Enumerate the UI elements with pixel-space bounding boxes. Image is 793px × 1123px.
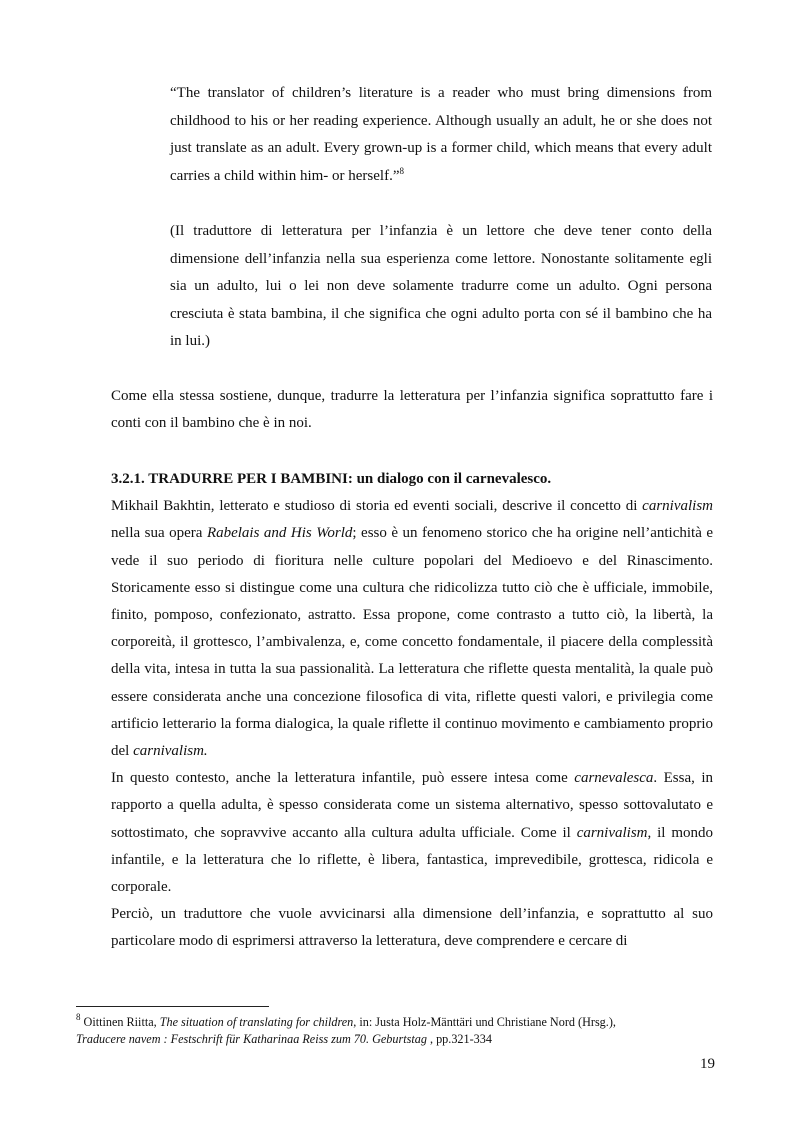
italic-term: carnivalism bbox=[576, 824, 648, 841]
italian-translation-quote bbox=[170, 218, 712, 356]
page-number: 19 bbox=[700, 1056, 715, 1072]
footnote-title: The situation of translating for children bbox=[159, 1015, 354, 1029]
italic-term: carnivalism bbox=[642, 498, 713, 515]
conclusion-text: Come ella stessa sostiene, dunque, tradurre la letteratura per l’infanzia significa soprattutto fare i conti con il bambino che è in noi. bbox=[111, 388, 713, 432]
footnote-book-title: Traducere navem : Festschrift für Katharinaa Reiss zum 70. Geburtstag bbox=[76, 1031, 427, 1046]
english-block-quote bbox=[170, 80, 712, 190]
footnote-reference[interactable]: 8 bbox=[399, 165, 404, 176]
paragraph-bakhtin bbox=[111, 493, 713, 765]
italian-quote-text: (Il traduttore di letteratura per l’infanzia è un lettore che deve tener conto della dimensione dell’infanzia nella sua esperienza come lettore. Nonostante solitamente egli sia un adulto, lui o lei non deve solamente tradurre come un adulto. Ogni persona cresciuta è stata bambina, il che significa che ogni adulto porta con sé il bambino che ha in lui.) bbox=[170, 223, 712, 349]
paragraph-carnevalesca bbox=[111, 765, 713, 901]
work-title: Rabelais and His World bbox=[206, 525, 353, 542]
paragraph-text: Mikhail Bakhtin, letterato e studioso di storia ed eventi sociali, descrive il concetto di bbox=[111, 498, 643, 515]
paragraph-translator bbox=[111, 901, 713, 955]
footnote-editors: , in: Justa Holz-Mänttäri und Christiane Nord (Hrsg.), bbox=[353, 1015, 616, 1029]
paragraph-text: . Essa, in rapporto a quella adulta, è spesso considerata come un sistema alternativo, spesso sottovalutato e sottostimato, che sopravvive accanto alla cultura adulta ufficiale. Come il bbox=[111, 770, 713, 841]
italic-term: carnevalesca bbox=[574, 770, 654, 787]
paragraph-text: nella sua opera bbox=[111, 525, 207, 542]
italic-term: carnivalism. bbox=[133, 743, 208, 760]
conclusion-paragraph bbox=[111, 383, 713, 437]
footnote-number: 8 bbox=[76, 1012, 81, 1022]
footnote bbox=[76, 1014, 736, 1047]
footnote-pages: , pp.321-334 bbox=[426, 1031, 492, 1046]
paragraph-text: , il mondo infantile, e la letteratura che lo riflette, è libera, fantastica, imprevedibile, grottesca, ridicola e corporale. bbox=[111, 824, 713, 896]
section-3-2-1 bbox=[111, 466, 713, 956]
english-quote-text: “The translator of children’s literature is a reader who must bring dimensions from childhood to his or her reading experience. Although usually an adult, he or she does not just translate as an adult. Every grown-up is a former child, which means that every adult carries a child within him- or herself.” bbox=[170, 85, 712, 184]
footnote-author: Oittinen Riitta, bbox=[80, 1015, 160, 1029]
footnote-divider bbox=[76, 1006, 269, 1007]
paragraph-text: ; esso è un fenomeno storico che ha origine nell’antichità e vede il suo periodo di fioritura nelle culture popolari del Medioevo e del Rinascimento. Storicamente esso si distingue come una cultura che ridicolizza tutto ciò che è ufficiale, immobile, finito, pomposo, confezionato, astratto. Essa propone, come contrasto a tutto ciò, la libertà, la corporeità, il grottesco, l’ambivalenza, e, come concetto fondamentale, il piacere della complessità della vita, intesa in tutta la sua passionalità. La letteratura che riflette questa mentalità, la quale può essere considerata anche una concezione filosofica di vita, riflette questi valori, e privilegia come artificio letterario la forma dialogica, la quale riflette il continuo movimento e cambiamento proprio del bbox=[111, 525, 713, 760]
section-heading: 3.2.1. TRADURRE PER I BAMBINI: un dialogo con il carnevalesco. bbox=[111, 471, 552, 487]
paragraph-text: Perciò, un traduttore che vuole avvicinarsi alla dimensione dell’infanzia, e soprattutto al suo particolare modo di esprimersi attraverso la letteratura, deve comprendere e cercare di bbox=[111, 906, 713, 950]
paragraph-text: In questo contesto, anche la letteratura infantile, può essere intesa come bbox=[111, 770, 575, 787]
